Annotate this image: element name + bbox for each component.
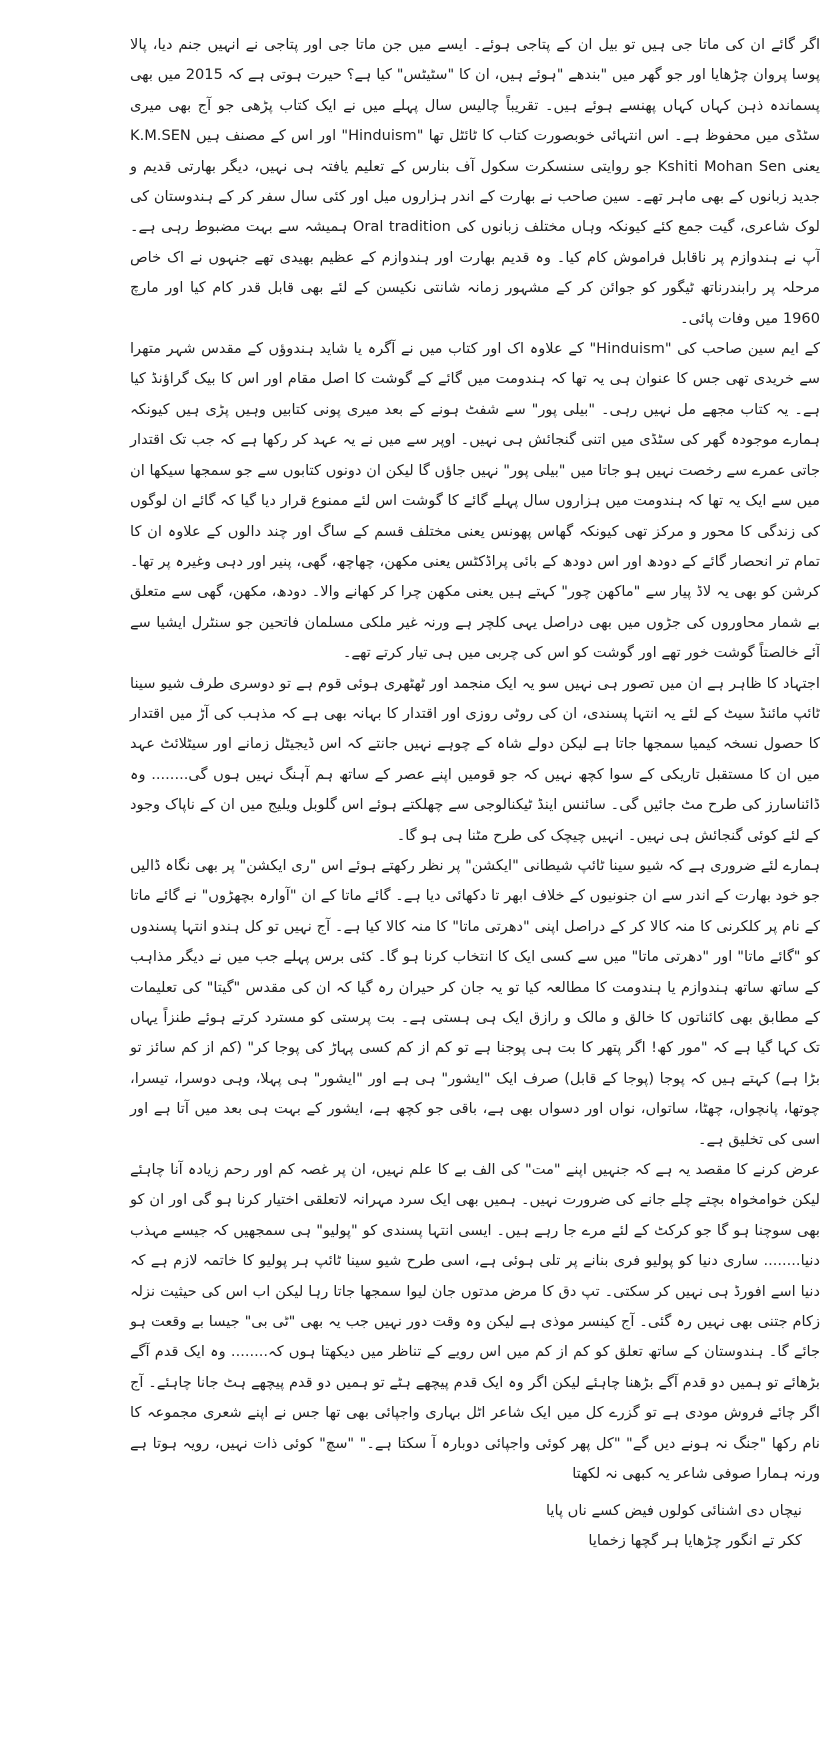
article-page <box>130 30 820 1720</box>
verse-line: نیچاں دی اشنائی کولوں فیض کسے ناں پایا <box>545 1501 802 1519</box>
article-paragraph: اگر گائے ان کی ماتا جی ہیں تو بیل ان کے پتاجی ہوئے۔ ایسے میں جن ماتا جی اور پتاجی نے انہیں جنم دیا، پالا پوسا پروان چڑھایا اور جو گھر میں "بندھے "ہوئے ہیں، ان کا "سٹیٹس" کیا ہے؟ حیرت ہوتی ہے کہ 2015 میں بھی پسماندہ ذہن کہاں کہاں پھنسے ہوئے ہیں۔ تقریباً چالیس سال پہلے میں نے ایک کتاب پڑھی جو آج بھی میری سٹڈی میں محفوظ ہے۔ اس انتہائی خوبصورت کتاب کا ٹائٹل تھا "Hinduism" اور اس کے مصنف ہیں K.M.SEN یعنی Kshiti Mohan Sen جو روایتی سنسکرت سکول آف بنارس کے تعلیم یافتہ ہی نہیں، دیگر بھارتی قدیم و جدید زبانوں کے بھی ماہر تھے۔ سین صاحب نے بھارت کے اندر ہزاروں میل اور کئی سال سفر کر کے ہندوستان کی لوک شاعری، گیت جمع کئے کیونکہ وہاں مختلف زبانوں کی Oral tradition ہمیشہ سے بہت مضبوط رہی ہے۔ آپ نے ہندوازم پر ناقابل فراموش کام کیا۔ وہ قدیم بھارت اور ہندوازم کے عظیم بھیدی تھے جنہوں نے اک خاص مرحلہ پر رابندرناتھ ٹیگور کو جوائن کر کے مشہور زمانہ شانتی نکیسن کے لئے بھی قابل قدر کام کیا اور مارچ 1960 میں وفات پائی۔ <box>130 36 820 327</box>
closing-verse <box>130 1496 820 1557</box>
article-paragraph: عرض کرنے کا مقصد یہ ہے کہ جنہیں اپنے "مت" کی الف بے کا علم نہیں، ان پر غصہ کم اور رحم زیادہ آنا چاہئے لیکن خوامخواہ بچتے چلے جانے کی ضرورت نہیں۔ ہمیں بھی ایک سرد مہرانہ لاتعلقی اختیار کرنا ہو گی اور ان کو بھی سوچنا ہو گا جو کرکٹ کے لئے مرے جا رہے ہیں۔ ایسی انتہا پسندی کو "پولیو" ہی سمجھیں کہ جیسے مہذب دنیا........ ساری دنیا کو پولیو فری بنانے پر تلی ہوئی ہے، اسی طرح شیو سینا ٹائپ ہر پولیو کا خاتمہ لازم ہے کہ دنیا اسے افورڈ ہی نہیں کر سکتی۔ تپ دق کا مرض مدتوں جان لیوا سمجھا جاتا رہا لیکن اب اس کی حیثیت نزلہ زکام جتنی بھی نہیں رہ گئی۔ آج کینسر موذی ہے لیکن وہ وقت دور نہیں جب یہ بھی "ٹی بی" جیسا بے وقعت ہو جائے گا۔ ہندوستان کے ساتھ تعلق کو کم از کم میں اس رویے کے تناظر میں دیکھتا ہوں کہ........ وہ ایک قدم آگے بڑھائے تو ہمیں دو قدم آگے بڑھنا چاہئے لیکن اگر وہ ایک قدم پیچھے ہٹے تو ہمیں دو قدم پیچھے ہٹ جانا چاہئے۔ آج اگر چائے فروش مودی ہے تو گزرے کل میں ایک شاعر اٹل بہاری واجپائی بھی تھا جس نے اپنے شعری مجموعہ کا نام رکھا "جنگ نہ ہونے دیں گے" "کل پھر کوئی واجپائی دوبارہ آ سکتا ہے۔" "سچ" کوئی ذات نہیں، رویہ ہوتا ہے ورنہ ہمارا صوفی شاعر یہ کبھی نہ لکھتا <box>130 1161 820 1483</box>
article-paragraph: کے ایم سین صاحب کی "Hinduism" کے علاوہ اک اور کتاب میں نے آگرہ یا شاید ہندوؤں کے مقدس شہر متھرا سے خریدی تھی جس کا عنوان ہی یہ تھا کہ ہندومت میں گائے کے گوشت کا اصل مقام اور اس کا بیک گراؤنڈ کیا ہے۔ یہ کتاب مجھے مل نہیں رہی۔ "بیلی پور" سے شفٹ ہونے کے بعد میری پونی کتابیں وہیں پڑی ہیں کیونکہ ہمارے موجودہ گھر کی سٹڈی میں اتنی گنجائش ہی نہیں۔ اوپر سے میں نے یہ عہد کر رکھا ہے کہ جب تک اقتدار جاتی عمرے سے رخصت نہیں ہو جاتا میں "بیلی پور" نہیں جاؤں گا لیکن ان دونوں کتابوں سے جو سمجھا سیکھا ان میں سے ایک یہ تھا کہ ہندومت میں ہزاروں سال پہلے گائے کا گوشت اس لئے ممنوع قرار دیا گیا کہ گائے ان لوگوں کی زندگی کا محور و مرکز تھی کیونکہ گھاس پھونس یعنی مختلف قسم کے ساگ اور چند دالوں کے علاوہ ان کا تمام تر انحصار گائے کے دودھ اور اس دودھ کے بائی پراڈکٹس یعنی مکھن، چھاچھ، گھی، پنیر اور دہی وغیرہ پر تھا۔ کرشن کو بھی یہ لاڈ پیار سے "ماکھن چور" کہتے ہیں یعنی مکھن چرا کر کھانے والا۔ دودھ، مکھن، گھی سے متعلق بے شمار محاوروں کی جڑوں میں بھی دراصل یہی کلچر ہے ورنہ غیر ملکی مسلمان فاتحین جو سنٹرل ایشیا سے آئے خالصتاً گوشت خور تھے اور گوشت کو اس کی چربی میں ہی تیار کرتے تھے۔ <box>130 340 820 662</box>
article-body <box>130 30 820 1490</box>
article-paragraph: ہمارے لئے ضروری ہے کہ شیو سینا ٹائپ شیطانی "ایکشن" پر نظر رکھتے ہوئے اس "ری ایکشن" پر بھی نگاہ ڈالیں جو خود بھارت کے اندر سے ان جنونیوں کے خلاف ابھر تا دکھائی دیا ہے۔ گائے ماتا کے ان "آوارہ بچھڑوں" نے گائے ماتا کے نام پر کلکرنی کا منہ کالا کر کے دراصل اپنی "دھرتی ماتا" کا منہ کالا کیا ہے۔ آج نہیں تو کل ہندو انتہا پسندوں کو "گائے ماتا" اور "دھرتی ماتا" میں سے کسی ایک کا انتخاب کرنا ہو گا۔ کئی برس پہلے جب میں نے دیگر مذاہب کے ساتھ ساتھ ہندوازم یا ہندومت کا مطالعہ کیا تو یہ جان کر حیران رہ گیا کہ ان کی مقدس "گیتا" کی تعلیمات کے مطابق بھی کائناتوں کا خالق و مالک و رازق ایک ہی ہستی ہے۔ بت پرستی کو مسترد کرتے ہوئے طنزاً یہاں تک کہا گیا ہے کہ "مور کھ! اگر پتھر کا بت ہی پوجنا ہے تو کم از کم کسی پہاڑ کی پوجا کر" (کم از کم سائز تو بڑا ہے) کہتے ہیں کہ پوجا (پوجا کے قابل) صرف ایک "ایشور" ہی ہے اور "ایشور" ہی پہلا، وہی دوسرا، تیسرا، چوتھا، پانچواں، چھٹا، ساتواں، نواں اور دسواں بھی ہے، باقی جو کچھ ہے، ایشور کے بہت ہی بعد میں آتا ہے اور اسی کی تخلیق ہے۔ <box>130 856 820 1148</box>
article-paragraph: اجتہاد کا ظاہر ہے ان میں تصور ہی نہیں سو یہ ایک منجمد اور ٹھٹھری ہوئی قوم ہے تو دوسری طرف شیو سینا ٹائپ مائنڈ سیٹ کے لئے یہ انتہا پسندی، ان کی روٹی روزی اور اقتدار کا بہانہ بھی ہے کہ مذہب کی آڑ میں اقتدار کا حصول نسخہ کیمیا سمجھا جاتا ہے لیکن دولے شاہ کے چوہے نہیں جانتے کہ اس ڈیجیٹل زمانے اور سیٹلائٹ عہد میں ان کا مستقبل تاریکی کے سوا کچھ نہیں کہ جو قومیں اپنے عصر کے ساتھ ہم آہنگ نہیں ہوں گی........ وہ ڈائناسارز کی طرح مٹ جائیں گی۔ سائنس اینڈ ٹیکنالوجی سے چھلکتے ہوئے اس گلوبل ویلیج میں ان کے ناپاک وجود کے لئے کوئی گنجائش ہی نہیں۔ انہیں چیچک کی طرح مٹنا ہی ہو گا۔ <box>130 674 820 844</box>
verse-line: ککر تے انگور چڑھایا ہر گچھا زخمایا <box>588 1531 802 1549</box>
